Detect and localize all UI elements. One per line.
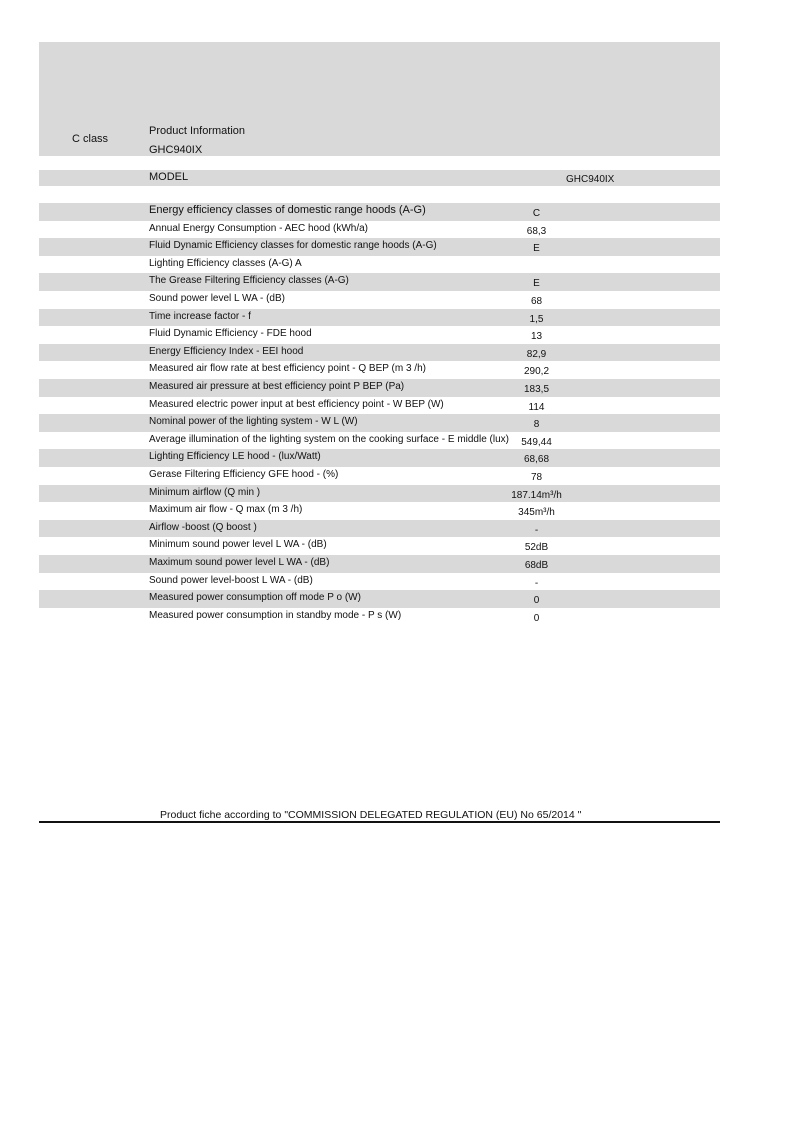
table-row [39, 238, 720, 256]
row-label: Airflow -boost (Q boost ) [149, 521, 257, 533]
table-row [39, 414, 720, 432]
row-label: Measured power consumption in standby mode - P s (W) [149, 609, 402, 621]
row-label: Measured electric power input at best efficiency point - W BEP (W) [149, 398, 444, 410]
row-value: 114 [528, 401, 545, 413]
table-row [39, 291, 720, 309]
row-value: 82,9 [526, 348, 547, 360]
row-label: Measured air pressure at best efficiency point P BEP (Pa) [149, 381, 405, 392]
table-row [39, 555, 720, 573]
row-label: Fluid Dynamic Efficiency classes for domestic range hoods (A-G) [149, 240, 437, 252]
row-value: 187.14m³/h [511, 489, 562, 501]
row-label: Energy efficiency classes of domestic range hoods (A-G) [149, 204, 426, 216]
table-row [39, 467, 720, 485]
header-block [39, 42, 720, 156]
table-row [39, 203, 720, 221]
table-row [39, 537, 720, 555]
row-value: - [534, 577, 539, 589]
row-value: C [532, 208, 541, 219]
table-row [39, 590, 720, 608]
row-value: 0 [533, 595, 540, 607]
row-value: 345m³/h [518, 507, 555, 519]
table-row [39, 309, 720, 327]
row-value: 549,44 [521, 436, 552, 448]
row-label: Energy Efficiency Index - EEI hood [149, 345, 304, 357]
table-row [39, 432, 720, 450]
table-row [39, 256, 720, 274]
table-row [39, 344, 720, 362]
row-label: Minimum airflow (Q min ) [149, 486, 261, 498]
row-label: The Grease Filtering Efficiency classes (A-G) [149, 275, 349, 287]
table-row [39, 449, 720, 467]
table-row [39, 361, 720, 379]
table-row [39, 326, 720, 344]
row-value: 183,5 [523, 384, 550, 395]
row-value: 68,68 [523, 454, 550, 466]
row-value: 290,2 [523, 366, 550, 378]
row-label: Lighting Efficiency classes (A-G) A [149, 257, 302, 269]
row-value: 0 [533, 612, 540, 624]
row-value: 68 [530, 296, 543, 307]
row-value: 78 [530, 472, 543, 483]
row-value: - [534, 524, 539, 536]
table-row [39, 379, 720, 397]
row-value: 8 [533, 419, 540, 431]
table-row [39, 520, 720, 538]
section-title: Product Information [149, 125, 245, 137]
table-row [39, 485, 720, 503]
row-value: 13 [530, 331, 543, 343]
row-label: Maximum sound power level L WA - (dB) [149, 557, 330, 568]
row-label: Gerase Filtering Efficiency GFE hood - (%) [149, 469, 339, 480]
row-label: Annual Energy Consumption - AEC hood (kWh/a) [149, 222, 368, 234]
table-row [39, 608, 720, 626]
row-value: E [533, 278, 540, 290]
table-row [39, 273, 720, 291]
row-label: Sound power level-boost L WA - (dB) [149, 574, 313, 586]
product-model: GHC940IX [149, 144, 203, 156]
row-value: 1,5 [529, 313, 544, 325]
row-label: Minimum sound power level L WA - (dB) [149, 539, 327, 551]
row-label: Measured power consumption off mode P o (W) [149, 592, 361, 604]
row-value: 68,3 [526, 225, 547, 237]
model-row [39, 170, 720, 186]
table-row [39, 502, 720, 520]
row-label: Lighting Efficiency LE hood - (lux/Watt) [149, 451, 321, 463]
row-label: Average illumination of the lighting system on the cooking surface - E middle (lux) [149, 433, 509, 445]
table-row [39, 397, 720, 415]
model-value: GHC940IX [566, 174, 615, 185]
row-label: Maximum air flow - Q max (m 3 /h) [149, 504, 303, 516]
row-value: E [533, 243, 540, 255]
row-label: Nominal power of the lighting system - W L (W) [149, 416, 358, 428]
row-label: Sound power level L WA - (dB) [149, 293, 285, 304]
energy-class-label: C class [72, 133, 109, 145]
regulation-note: Product fiche according to "COMMISSION DELEGATED REGULATION (EU) No 65/2014 " [160, 809, 582, 821]
table-row [39, 221, 720, 239]
table-row [39, 573, 720, 591]
row-label: Fluid Dynamic Efficiency - FDE hood [149, 328, 312, 340]
footer-divider [39, 821, 720, 823]
row-label: Time increase factor - f [149, 310, 251, 322]
row-value: 52dB [524, 542, 549, 554]
row-label: Measured air flow rate at best efficiency point - Q BEP (m 3 /h) [149, 363, 426, 375]
row-value: 68dB [524, 560, 549, 571]
model-label: MODEL [149, 171, 189, 183]
